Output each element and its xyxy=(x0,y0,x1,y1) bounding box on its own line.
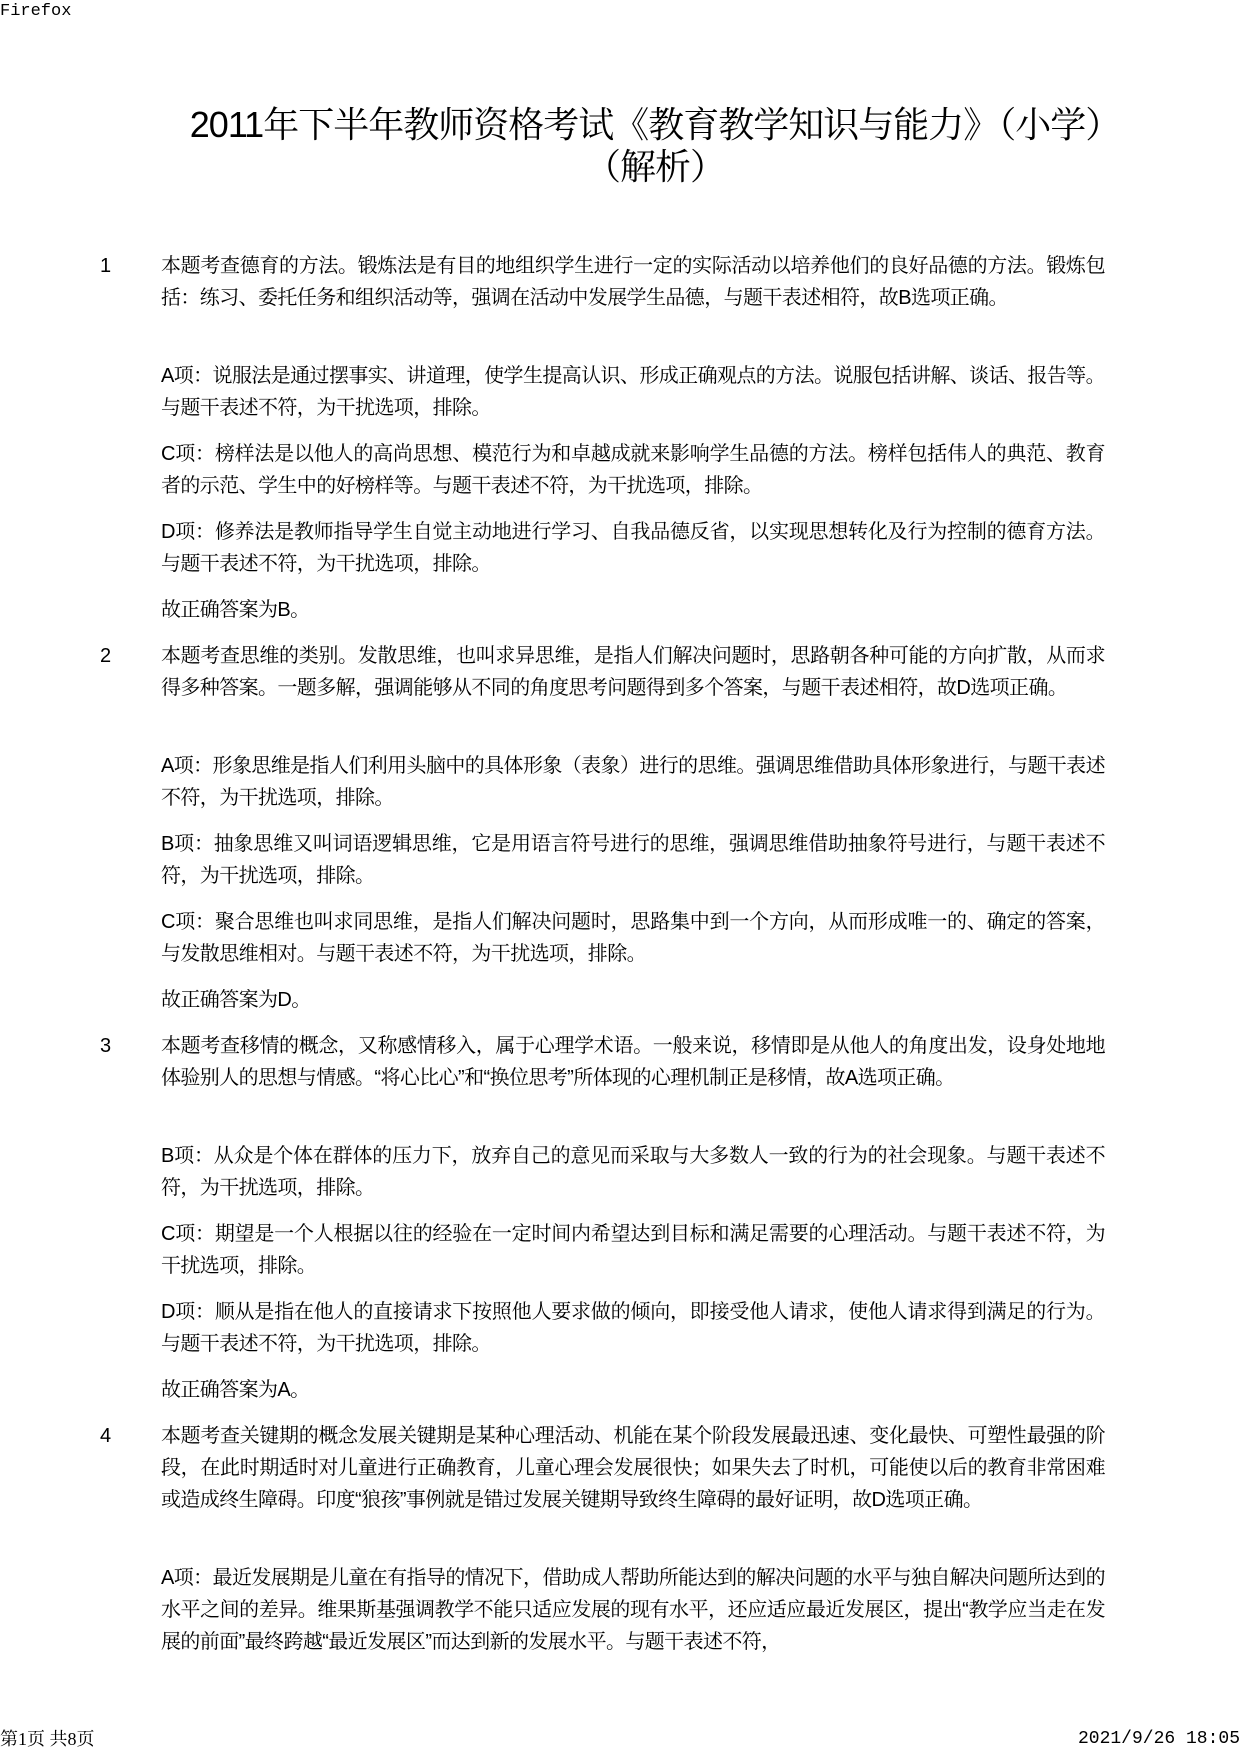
question-number: 4 xyxy=(100,1425,112,1447)
page-info: 第1页 共8页 xyxy=(0,1729,95,1749)
explanation-paragraph: 本题考查思维的类别。发散思维，也叫求异思维，是指人们解决问题时，思路朝各种可能的方向扩散，从而求得多种答案。一题多解，强调能够从不同的角度思考问题得到多个答案，与题干表述相符，故D选项正确。 xyxy=(161,645,1105,699)
explanation-paragraph: 本题考查关键期的概念发展关键期是某种心理活动、机能在某个阶段发展最迅速、变化最快、可塑性最强的阶段，在此时期适时对儿童进行正确教育，儿童心理会发展很快；如果失去了时机，可能使以后的教育非常困难或造成终生障碍。印度“狼孩”事例就是错过发展关键期导致终生障碍的最好证明，故D选项正确。 xyxy=(161,1425,1105,1511)
option-c-paragraph: C项：聚合思维也叫求同思维，是指人们解决问题时，思路集中到一个方向，从而形成唯一的、确定的答案，与发散思维相对。与题干表述不符，为干扰选项，排除。 xyxy=(161,911,1105,965)
answer-paragraph: 故正确答案为D。 xyxy=(161,989,311,1011)
question-number: 2 xyxy=(100,645,112,667)
option-a-paragraph: A项：形象思维是指人们利用头脑中的具体形象（表象）进行的思维。强调思维借助具体形象进行，与题干表述不符，为干扰选项，排除。 xyxy=(161,755,1105,809)
option-d-paragraph: D项：顺从是指在他人的直接请求下按照他人要求做的倾向，即接受他人请求，使他人请求得到满足的行为。与题干表述不符，为干扰选项，排除。 xyxy=(161,1301,1105,1355)
answer-paragraph: 故正确答案为B。 xyxy=(161,599,310,621)
option-b-paragraph: B项：从众是个体在群体的压力下，放弃自己的意见而采取与大多数人一致的行为的社会现象。与题干表述不符，为干扰选项，排除。 xyxy=(161,1145,1105,1199)
title-line-2: （解析） xyxy=(584,146,725,187)
option-a-paragraph: A项：说服法是通过摆事实、讲道理，使学生提高认识、形成正确观点的方法。说服包括讲解、谈话、报告等。与题干表述不符，为干扰选项，排除。 xyxy=(161,365,1105,419)
option-a-paragraph: A项：最近发展期是儿童在有指导的情况下，借助成人帮助所能达到的解决问题的水平与独自解决问题所达到的水平之间的差异。维果斯基强调教学不能只适应发展的现有水平，还应适应最近发展区，提出“教学应当走在发展的前面”最终跨越“最近发展区”而达到新的发展水平。与题干表述不符， xyxy=(161,1567,1105,1653)
option-b-paragraph: B项：抽象思维又叫词语逻辑思维，它是用语言符号进行的思维，强调思维借助抽象符号进行，与题干表述不符，为干扰选项，排除。 xyxy=(161,833,1105,887)
print-timestamp: 2021/9/26 18:05 xyxy=(1077,1729,1240,1749)
option-c-paragraph: C项：期望是一个人根据以往的经验在一定时间内希望达到目标和满足需要的心理活动。与题干表述不符，为干扰选项，排除。 xyxy=(161,1223,1105,1277)
question-number: 1 xyxy=(100,255,112,277)
option-d-paragraph: D项：修养法是教师指导学生自觉主动地进行学习、自我品德反省，以实现思想转化及行为控制的德育方法。与题干表述不符，为干扰选项，排除。 xyxy=(161,521,1105,575)
answer-paragraph: 故正确答案为A。 xyxy=(161,1379,310,1401)
print-header-app-name: Firefox xyxy=(0,2,72,21)
option-c-paragraph: C项：榜样法是以他人的高尚思想、模范行为和卓越成就来影响学生品德的方法。榜样包括伟人的典范、教育者的示范、学生中的好榜样等。与题干表述不符，为干扰选项，排除。 xyxy=(161,443,1105,497)
question-number: 3 xyxy=(100,1035,112,1057)
explanation-paragraph: 本题考查德育的方法。锻炼法是有目的地组织学生进行一定的实际活动以培养他们的良好品德的方法。锻炼包括：练习、委托任务和组织活动等，强调在活动中发展学生品德，与题干表述相符，故B选项正确。 xyxy=(161,255,1105,309)
title-line-1: 2011年下半年教师资格考试《教育教学知识与能力》（小学） xyxy=(189,104,1121,145)
explanation-paragraph: 本题考查移情的概念，又称感情移入，属于心理学术语。一般来说，移情即是从他人的角度出发，设身处地地体验别人的思想与情感。“将心比心”和“换位思考”所体现的心理机制正是移情，故A选项正确。 xyxy=(161,1035,1105,1089)
page-title xyxy=(90,104,1220,188)
